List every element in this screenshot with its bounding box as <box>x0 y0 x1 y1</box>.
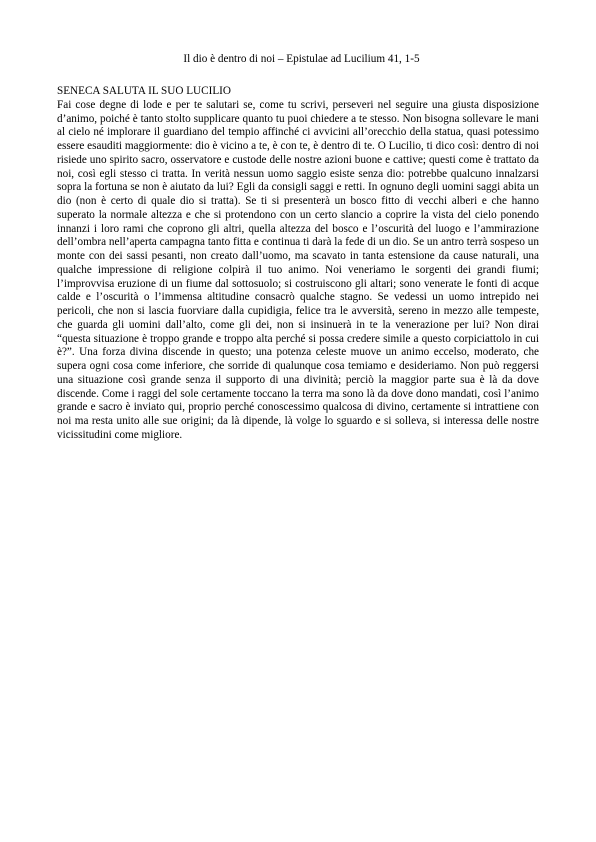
document-page <box>57 52 539 443</box>
body-paragraph: Fai cose degne di lode e per te salutari se, come tu scrivi, perseveri nel seguire una giusta disposizione d’animo, poiché è tanto stolto supplicare quanto tu puoi chiedere a te stesso. Non bisogna sollevare le mani al cielo né implorare il guardiano del tempio affinché ci avvicini all’orecchio della statua, quasi potessimo essere esauditi maggiormente: dio è vicino a te, è con te, è dentro di te. O Lucilio, ti dico così: dentro di noi risiede uno spirito sacro, osservatore e custode delle nostre azioni buone e cattive; questi come è trattato da noi, così egli stesso ci tratta. In verità nessun uomo saggio esiste senza dio: potrebbe qualcuno innalzarsi sopra la fortuna se non è aiutato da lui? Egli da consigli saggi e retti. In ognuno degli uomini saggi abita un dio (non è certo di quale dio si tratta). Se ti si presenterà un bosco fitto di vecchi alberi e che hanno superato la normale altezza e che si protendono con un certo slancio a coprire la vista del cielo ponendo innanzi i loro rami che coprono gli altri, quella altezza del bosco e l’oscurità del luogo e l’ammirazione dell’ombra nell’aperta campagna tanto fitta e continua ti darà la fede di un dio. Se un antro terrà sospeso un monte con dei sassi pesanti, non creato dall’uomo, ma scavato in tanta estensione da cause naturali, una qualche impressione di religione colpirà il tuo animo. Noi veneriamo le sorgenti dei grandi fiumi; l’improvvisa eruzione di un fiume dal sottosuolo; si costruiscono gli altari; sono venerate le fonti di acque calde e l’oscurità o l’immensa altitudine consacrò qualche stagno. Se vedessi un uomo intrepido nei pericoli, che non si lascia fuorviare dalla cupidigia, felice tra le avversità, sereno in mezzo alle tempeste, che guarda gli uomini dall’alto, come gli dei, non si insinuerà in te la venerazione per lui? Non dirai “questa situazione è troppo grande e troppo alta perché si possa credere simile a questo corpiciattolo in cui è?”. Una forza divina discende in questo; una potenza celeste muove un animo eccelso, moderato, che supera ogni cosa come inferiore, che sorride di qualunque cosa temiamo e desideriamo. Non può reggersi una situazione così grande senza il supporto di una divinità; perciò la maggior parte sua è là da dove discende. Come i raggi del sole certamente toccano la terra ma sono là da dove dono mandati, così l’animo grande e sacro è inviato qui, proprio perché conoscessimo qualcosa di divino, certamente si intrattiene con noi ma resta unito alle sue origini; da là dipende, là volge lo sguardo e si solleva, si interessa delle nostre vicissitudini come migliore. <box>57 98 539 441</box>
document-title: Il dio è dentro di noi – Epistulae ad Lucilium 41, 1-5 <box>183 53 420 65</box>
salutation-heading: SENECA SALUTA IL SUO LUCILIO <box>57 85 231 97</box>
